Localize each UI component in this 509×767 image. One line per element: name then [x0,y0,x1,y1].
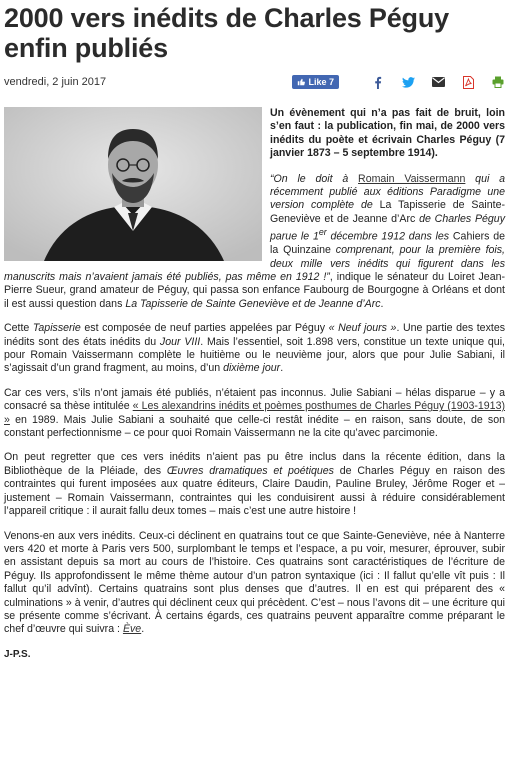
p2-text-c: est composée de neuf parties appelées par Péguy [80,322,329,335]
p2-text-a: Cette [4,322,33,335]
p1-text-e: décembre 1912 dans les [326,230,453,243]
author-portrait-image [4,107,262,261]
link-eve[interactable]: Ève [122,623,142,636]
article-title [4,3,505,63]
article-body [4,107,505,661]
p2-text-e: . Une partie des textes inédits sont des états inédits du [4,322,506,348]
share-bar [292,75,505,89]
p4-text-a: On peut regretter que ces vers inédits n’aient pas pu être inclus dans la récente édition, dans la Bibliothèque de la Pléiade, des [4,451,505,477]
p1-text-b: qui a récemment publié aux éditions Paradigme une version complète de [270,172,505,212]
p1-text-j: . [380,297,384,310]
pdf-icon[interactable] [461,75,475,89]
link-romain-vaissermann[interactable]: Romain Vaissermann [358,172,466,185]
print-icon[interactable] [491,75,505,89]
title-line-2: enfin publiés [4,33,168,63]
p3-text-b: en 1989. Mais Julie Sabiani a souhaité que celle-ci restât inédite – en raison, sans doute, de son constant perfectionnisme – ce pour quoi Romain Vaissermann ne la cite qu’avec parcimonie. [4,413,505,440]
portrait-illustration [4,107,262,261]
p4-text-c: de Charles Péguy en raison des contraintes qui furent imposées aux quatre éditeurs, Claire Daudin, Pauline Bruley, Jérôme Roger et – justement – Romain Vaissermann, contraintes qui les conduisirent aussi à réduire considérablement l’appareil critique : il aurait fallu deux tomes – mais c’est une autre histoire ! [4,464,505,518]
meta-row [4,71,505,93]
p2-text-f: Jour VIII [159,335,201,348]
p4-text-b: Œuvres dramatiques et poétiques [166,464,334,477]
like-label: Like 7 [308,77,334,87]
paragraph-4 [4,451,505,518]
p1-text-a: “On le doit à [270,172,359,185]
paragraph-3 [4,387,505,441]
facebook-icon[interactable] [371,75,385,89]
p2-text-i: . [280,362,284,375]
link-these-sabiani[interactable]: « Les alexandrins inédits et poèmes posthumes de Charles Péguy (1903-1913) » [4,400,505,426]
paragraph-2 [4,322,505,376]
p1-text-f: Cahiers de la Quinzaine [270,230,505,257]
p2-text-b: Tapisserie [32,322,81,335]
p1-text-g: comprenant, pour la première fois, deux mille vers inédits qui figurent dans les manuscrits mais n’avaient jamais été publiés, pas même en 1912 !” [4,244,505,283]
p2-text-g: . Mais l’essentiel, soit 1.898 vers, constitue un texte unique qui, pour Romain Vaissermann complète le huitième ou le neuvième jour, alors que pour Julie Sabiani, il s’agissait d’un grand fragment, au moins, d’un [4,335,505,375]
p5-text-a: Venons-en aux vers inédits. Ceux-ci déclinent en quatrains tout ce que Sainte-Geneviève, née à Nanterre vers 420 et morte à Paris vers 500, surplombant le temps et l’espace, a pu voir, mesurer, éprouver, subir en assistant depuis sa mort au cours de l’histoire. Ces quatrains sont caractéristiques de l’écriture de Péguy. Ils approfondissent le même thème autour d’un patron syntaxique (ici : Il fallut qu’elle vît puis : Il fallut qu’il advînt). Certains quatrains sont plus denses que d’autres. Il en est qui préparent des « culminations » à venir, d’autres qui déclinent ceux qui précèdent. C’est – nous l’avons dit – une écriture qui se présente comme s’écrivant. À certains égards, ces quatrains peuvent apparaître comme préparant le chef d’œuvre qui suivra : [4,529,505,636]
author-signature: J-P.S. [4,648,31,660]
paragraph-5 [4,530,505,637]
p3-text-a: Car ces vers, s’ils n’ont jamais été publiés, n’étaient pas inconnus. Julie Sabiani – hélas disparue – y a consacré sa thèse intitulée [4,386,505,413]
p1-text-h: , indique le sénateur du Loiret Jean-Pierre Sueur, grand amateur de Péguy, qui passa son enfance Faubourg de Bourgogne à Orléans et dont il est aussi question dans [4,271,506,310]
p2-text-h: dixième jour [223,362,281,375]
p1-text-d: de Charles Péguy parue le 1 [270,212,505,243]
email-icon[interactable] [431,75,445,89]
p1-text-c: La Tapisserie de Sainte-Geneviève et de Jeanne d’Arc [270,199,505,225]
p2-text-d: « Neuf jours » [328,322,397,335]
p5-text-b: . [141,623,145,636]
publish-date: vendredi, 2 juin 2017 [4,76,107,88]
title-line-1: 2000 vers inédits de Charles Péguy [4,3,449,33]
twitter-icon[interactable] [401,75,415,89]
facebook-like-button[interactable] [292,75,339,89]
p1-text-i: La Tapisserie de Sainte Geneviève et de Jeanne d’Arc [125,297,381,310]
thumbs-up-icon [297,78,305,86]
article-lead: Un évènement qui n’a pas fait de bruit, loin s’en faut : la publication, fin mai, de 2000 vers inédits du poète et écrivain Charles Péguy (7 janvier 1873 – 5 septembre 1914). [270,107,505,160]
p1-sup: er [318,227,327,238]
